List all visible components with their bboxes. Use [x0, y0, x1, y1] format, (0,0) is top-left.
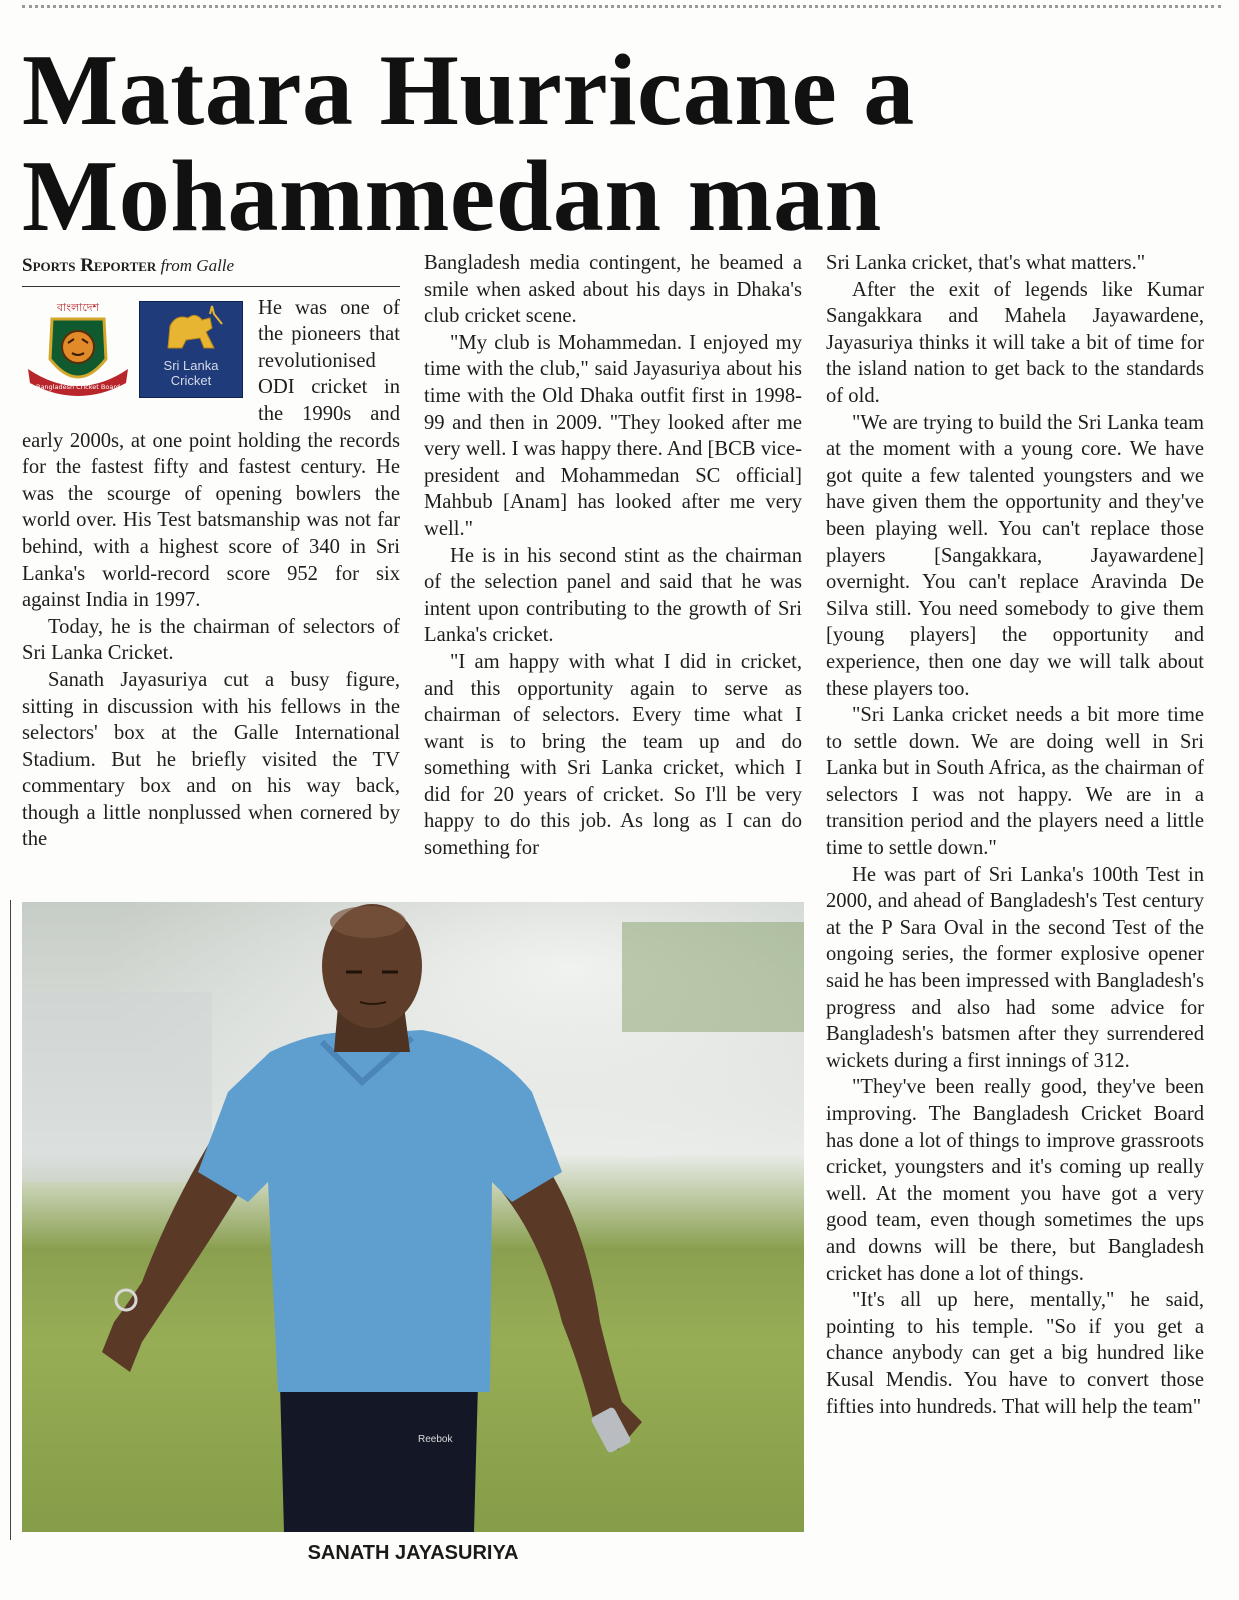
- paragraph: "They've been really good, they've been improving. The Bangladesh Cricket Board has done a lot of things to improve grassroots cricket, youngsters and it's coming up really well. At the moment you have got a very good team, even though sometimes the ups and downs will be there, but Bangladesh cricket has done a lot of things.: [826, 1076, 1204, 1285]
- headline: Matara Hurricane a Mohammedan man: [22, 34, 915, 253]
- slc-logo-line1: Sri Lanka: [163, 357, 219, 373]
- paragraph: "We are trying to build the Sri Lanka team at the moment with a young core. We have got quite a few talented youngsters and we have given them the opportunity and they've been playing well. You can't replace those players [Sangakkara, Jayawardene] overnight. You can't replace Aravinda De Silva still. You need somebody to give them [young players] the opportunity and experience, then one day we will talk about these players too.: [826, 411, 1204, 700]
- paragraph: "It's all up here, mentally," he said, pointing to his temple. "So if you get a chance anybody can get a big hundred like Kusal Mendis. You have to convert those fifties into hundreds. That will help the team": [826, 1289, 1204, 1418]
- paragraph: "Sri Lanka cricket needs a bit more time to settle down. We are doing well in Sri Lanka but in South Africa, as the chairman of selectors I was not happy. We are in a transition period and the players need a little time to settle down.": [826, 704, 1204, 860]
- slc-logo-line2: Cricket: [170, 372, 212, 388]
- bcb-logo-text-top: বাংলাদেশ: [56, 300, 100, 314]
- paragraph: Bangladesh media contingent, he beamed a smile when asked about his days in Dhaka's club cricket scene.: [424, 252, 802, 328]
- bcb-logo-text-bottom: Bangladesh Cricket Board: [35, 382, 121, 391]
- shorts-brand: Reebok: [418, 1434, 453, 1445]
- paragraph: He was one of the pioneers that revolutionised ODI cricket in the 1990s and early 2000s, at one point holding the records for the fastest fifty and fastest century. He was the scourge of opening bowlers the world over. His Test batsmanship was not far behind, with a highest score of 340 in Sri Lanka's world-record score 952 for six against India in 1997.: [22, 296, 400, 612]
- bcb-logo: [22, 299, 134, 407]
- player-photo: [22, 902, 804, 1532]
- paragraph: "My club is Mohammedan. I enjoyed my time with the club," said Jayasuriya about his time with the Old Dhaka outfit first in 1998-99 and then in 2009. "They looked after me very well. I was happy there. And [BCB vice-president and Mohammedan SC official] Mahbub [Anam] has looked after me very well.": [424, 331, 802, 540]
- paragraph: Sri Lanka cricket, that's what matters.": [826, 252, 1146, 274]
- slc-logo: [139, 301, 243, 398]
- article-column-1: [22, 253, 400, 853]
- player-figure: [22, 902, 804, 1532]
- paragraph: He was part of Sri Lanka's 100th Test in 2000, and ahead of Bangladesh's Test century at the P Sara Oval in the second Test of the ongoing series, the former explosive opener said he has been impressed with Bangladesh's progress and also had some advice for Bangladesh's batsmen after they surrendered wickets during a first innings of 312.: [826, 863, 1204, 1072]
- byline-location: from Galle: [160, 256, 235, 275]
- left-rule: [10, 900, 11, 1540]
- top-dotted-border: [22, 5, 1221, 8]
- paragraph: Today, he is the chairman of selectors of Sri Lanka Cricket.: [22, 615, 400, 665]
- paragraph: Sanath Jayasuriya cut a busy figure, sitting in discussion with his fellows in the selectors' box at the Galle International Stadium. But he briefly visited the TV commentary box and on his way back, though a little nonplussed when cornered by the: [22, 668, 400, 851]
- paragraph: He is in his second stint as the chairman of the selection panel and said that he was intent upon contributing to the growth of Sri Lanka's cricket.: [424, 544, 802, 647]
- paragraph: After the exit of legends like Kumar Sangakkara and Mahela Jayawardene, Jayasuriya thinks it will take a bit of time for the island nation to get back to the standards of old.: [826, 278, 1204, 407]
- photo-caption: SANATH JAYASURIYA: [307, 1542, 519, 1564]
- lion-icon: [140, 302, 242, 397]
- byline: [22, 253, 400, 287]
- article-column-3: [826, 250, 1204, 1420]
- paragraph: "I am happy with what I did in cricket, and this opportunity again to serve as chairman of selectors. Every time what I want is to bring the team up and do something with Sri Lanka cricket, which I did for 20 years of cricket. So I'll be very happy to do this job. As long as I can do something for: [424, 650, 802, 860]
- byline-reporter: Sports Reporter: [22, 255, 157, 276]
- article-column-2: [424, 250, 802, 862]
- logos: [22, 299, 250, 409]
